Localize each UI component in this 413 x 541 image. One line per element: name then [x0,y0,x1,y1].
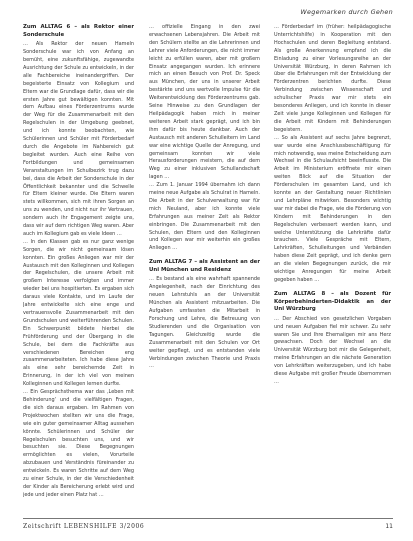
section-heading-alltag-7: Zum ALLTAG 7 – als Assistent an der Uni München und Residenz [149,259,260,273]
paragraph: … offizielle Eingang in den zwei erwachsenen Lebensjahren. Die Arbeit mit den Schülern stellte an die Lehrerinnen und Lehrer viele Anforderungen, die nicht immer leicht zu erfüllen waren, aber mit großem Einsatz angegangen wurden. Ich erinnere mich an einen Besuch von Prof. Dr. Speck aus München, der uns in unserer Arbeit bestärkte und uns wertvolle Impulse für die Weiterentwicklung des Förderzentrums gab. Seine Hinweise zu den Grundlagen der Heilpädagogik haben mich in meiner weiteren Arbeit stark geprägt, und ich bin ihm dafür bis heute dankbar. Auch der Austausch mit anderen Schulleitern im Land war eine wichtige Quelle der Anregung, und gemeinsam konnten wir viele Herausforderungen meistern, die auf dem Weg zu einer inklusiven Schullandschaft lagen … [149,24,260,181]
paragraph: … Zum 1. Januar 1994 übernahm ich dann meine neue Aufgabe als Schulrat in Hameln. Die Arbeit in der Schulverwaltung war für mich Neuland, aber ich konnte viele Erfahrungen aus meiner Zeit als Rektor einbringen. Die Zusammenarbeit mit den Schulen, den Eltern und den Kolleginnen und Kollegen war mir weiterhin ein großes Anliegen … [149,182,260,252]
running-head: Wegemarken durch Gehen [300,8,393,16]
column-1 [23,24,134,500]
column-2 [149,24,260,371]
section-heading-alltag-6: Zum ALLTAG 6 – als Rektor einer Sonderschule [23,24,134,38]
paragraph: … Als Rektor der neuen Hameln Sonderschule war ich von Anfang an bemüht, eine zukunftsfähige, zugewandte Ausrichtung der Schule zu entwickeln, in der alle Fachbereiche ineinandergriffen. Der begeisterte Einsatz von Kollegium und Eltern war die Grundlage dafür, dass wir die ersten Jahre gut bewältigen konnten. Mit dem Aufbau eines Förderzentrums wurde der Weg für die Zusammenarbeit mit den Regelschulen in der Umgebung geebnet, und ich konnte beobachten, wie Schülerinnen und Schüler mit Förderbedarf durch die Angebote im Nahbereich gut begleitet wurden. Auch eine Reihe von Fortbildungen und gemeinsamen Veranstaltungen im Schulbezirk trug dazu bei, dass die Arbeit der Sonderschule in der Öffentlichkeit bekannter und die Schwelle für Eltern kleiner wurde. Die Eltern waren stets willkommen, sich mit ihren Sorgen an uns zu wenden, und nicht nur ihr Vertrauen, sondern auch ihr Engagement zeigte uns, dass wir auf dem richtigen Weg waren. Aber auch im Kollegium gab es viele Ideen … [23,41,134,237]
paragraph: … In den Klassen gab es nur ganz wenige Sorgen, die wir nicht gemeinsam lösen konnten. Ein großes Anliegen war mir der Austausch mit den Kolleginnen und Kollegen der Regelschulen, die unsere Arbeit mit großem Interesse verfolgten und immer wieder bei uns hospitierten. Es ergaben sich daraus viele Kontakte, und im Laufe der Jahre entwickelte sich eine enge und vertrauensvolle Zusammenarbeit mit den Grundschulen und weiterführenden Schulen. Ein Schwerpunkt bildete hierbei die Frühförderung und der Übergang in die Schule, bei dem die Fachkräfte aus verschiedenen Bereichen eng zusammenarbeiteten. Ich habe diese Jahre als eine sehr bereichernde Zeit in Erinnerung, in der ich viel von meinen Kolleginnen und Kollegen lernen durfte. [23,238,134,388]
paragraph: … Der Abschied von gesetzlichen Vorgaben und neuen Aufgaben fiel mir schwer. Zu sehr waren Sie und Ihre Ehemaligen mir ans Herz gewachsen. Doch der Wechsel an die Universität Würzburg bot mir die Gelegenheit, meine Erfahrungen an die nächste Generation von Lehrkräften weiterzugeben, und ich habe diese Aufgabe mit großer Freude übernommen … [274,315,391,385]
publication-name: Zeitschrift LEBENSHILFE 3/2006 [23,523,145,530]
paragraph: … Ein Gesprächsthema war das ‚Leben mit Behinderung‘ und die vielfältigen Fragen, die sich daraus ergaben. Im Rahmen von Projektwochen stellten wir uns die Frage, wie ein guter gemeinsamer Alltag aussehen könnte. Schülerinnen und Schüler der Regelschulen besuchten uns, und wir besuchten sie. Diese Begegnungen ermöglichten es vielen, Vorurteile abzubauen und Verständnis füreinander zu entwickeln. Es waren Schritte auf dem Weg zu einer Schule, in der die Verschiedenheit der Kinder als Bereicherung erlebt wird und jede und jeder einen Platz hat … [23,389,134,498]
page-number: 11 [385,523,393,530]
footer-rule [23,518,393,519]
section-heading-alltag-8: Zum ALLTAG 8 – als Dozent für Körperbehinderten-Didaktik an der Uni Würzburg [274,290,391,313]
column-3 [274,24,391,387]
paragraph: … Förderbedarf im (früher: heilpädagogische Unterrichtshilfe) in Kooperation mit den Hochschulen und deren Begleitung entstand. Als große Anerkennung empfand ich die Einladung zu einer Vorlesungsreihe an der Universität Würzburg, in deren Rahmen ich über die Erfahrungen mit der Entwicklung der Förderzentren berichten durfte. Diese Verbindung zwischen Wissenschaft und schulischer Praxis war mir stets ein besonderes Anliegen, und ich konnte in dieser Zeit viele junge Kolleginnen und Kollegen für die Arbeit mit Kindern mit Behinderungen begeistern. [274,24,391,133]
paragraph: … Es bestand als eine wahrhaft spannende Angelegenheit, nach der Einrichtung des neuen Lehrstuhls an der Universität München als Assistent mitzuarbeiten. Die Aufgaben umfassten die Mitarbeit in Forschung und Lehre, die Betreuung von Studierenden und die Organisation von Tagungen. Gleichzeitig wurde die Zusammenarbeit mit den Schulen vor Ort weiter gepflegt, und es entstanden viele Verbindungen zwischen Theorie und Praxis … [149,276,260,370]
paragraph: … So als Assistent auf sechs Jahre begrenzt, war wurde eine Anschlussbeschäftigung für mich notwendig, was meine Entscheidung zum Wechsel in die Schulaufsicht beeinflusste. Die Arbeit im Ministerium eröffnete mir einen weiten Blick auf die Situation der Förderschulen im gesamten Land, und ich konnte an der Gestaltung neuer Richtlinien und Lehrpläne mitwirken. Besonders wichtig war mir dabei die Frage, wie die Förderung von Kindern mit Behinderungen in den Regelschulen verbessert werden kann, und welche Unterstützung die Lehrkräfte dafür brauchen. Viele Gespräche mit Eltern, Lehrkräften, Schulleitungen und Verbänden haben diese Zeit geprägt, und ich denke gern an die vielen Begegnungen zurück, die mir wichtige Anregungen für meine Arbeit gegeben haben … [274,134,391,283]
